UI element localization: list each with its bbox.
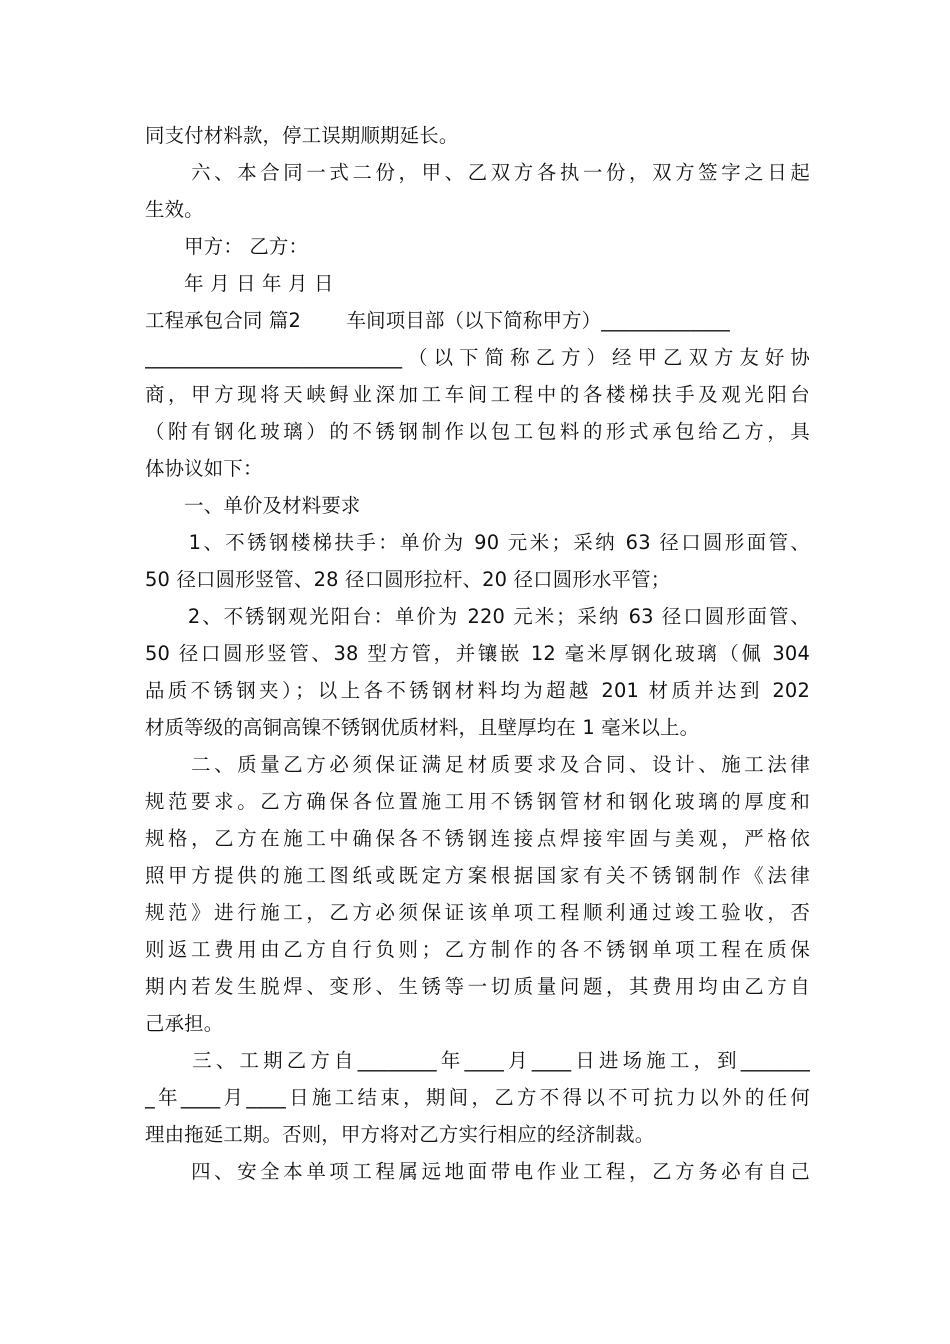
text-line: 期内若发生脱焊、变形、生锈等一切质量问题，其费用均由乙方自	[145, 975, 810, 998]
text-line: 规范要求。乙方确保各位置施工用不锈钢管材和钢化玻璃的厚度和	[145, 790, 810, 813]
text-line: 理由拖延工期。否则，甲方将对乙方实行相应的经济制裁。	[145, 1123, 655, 1146]
text-line: 年 月 日 年 月 日	[145, 272, 334, 295]
text-line: _年____月____日施工结束，期间，乙方不得以不可抗力以外的任何	[145, 1086, 810, 1109]
text-line: 甲方： 乙方：	[145, 235, 309, 258]
text-line: 商，甲方现将天峡鲟业深加工车间工程中的各楼梯扶手及观光阳台	[145, 383, 810, 406]
text-line: 同支付材料款，停工误期顺期延长。	[145, 124, 459, 147]
text-line: 四、安全本单项工程属远地面带电作业工程，乙方务必有自己	[145, 1160, 810, 1183]
text-line: 50 径口圆形竖管、38 型方管，并镶嵌 12 毫米厚钢化玻璃（佩 304	[145, 642, 810, 665]
text-line: 三、工期乙方自________年____月____日进场施工，到_______	[145, 1049, 810, 1072]
text-line: 50 径口圆形竖管、28 径口圆形拉杆、20 径口圆形水平管；	[145, 568, 671, 591]
text-line: 材质等级的高铜高镍不锈钢优质材料，且壁厚均在 1 毫米以上。	[145, 716, 700, 739]
text-line: 1、不锈钢楼梯扶手：单价为 90 元米；采纳 63 径口圆形面管、	[145, 531, 810, 554]
text-line: 生效。	[145, 198, 204, 221]
text-line: 规范》进行施工，乙方必须保证该单项工程顺利通过竣工验收，否	[145, 901, 810, 924]
text-line: 二、质量乙方必须保证满足材质要求及合同、设计、施工法律	[145, 753, 810, 776]
text-line: （附有钢化玻璃）的不锈钢制作以包工包料的形式承包给乙方，具	[145, 420, 810, 443]
text-line: 则返工费用由乙方自行负则；乙方制作的各不锈钢单项工程在质保	[145, 938, 810, 961]
clause-heading-line: 一、单价及材料要求	[145, 494, 361, 517]
text-line: 体协议如下：	[145, 457, 263, 480]
document-body	[145, 117, 810, 1190]
text-line: 己承担。	[145, 1012, 224, 1035]
text-line: 六、本合同一式二份，甲、乙双方各执一份，双方签字之日起	[145, 161, 810, 184]
text-line: 2、不锈钢观光阳台：单价为 220 元米；采纳 63 径口圆形面管、	[145, 605, 810, 628]
section-title-line: 工程承包合同 篇2 车间项目部（以下简称甲方）_____________	[145, 309, 730, 332]
text-line: 照甲方提供的施工图纸或既定方案根据国家有关不锈钢制作《法律	[145, 864, 810, 887]
text-line: 规格，乙方在施工中确保各不锈钢连接点焊接牢固与美观，严格依	[145, 827, 810, 850]
text-line: 品质不锈钢夹）；以上各不锈钢材料均为超越 201 材质并达到 202	[145, 679, 810, 702]
text-line: __________________________（以下简称乙方）经甲乙双方友好协	[145, 346, 810, 369]
